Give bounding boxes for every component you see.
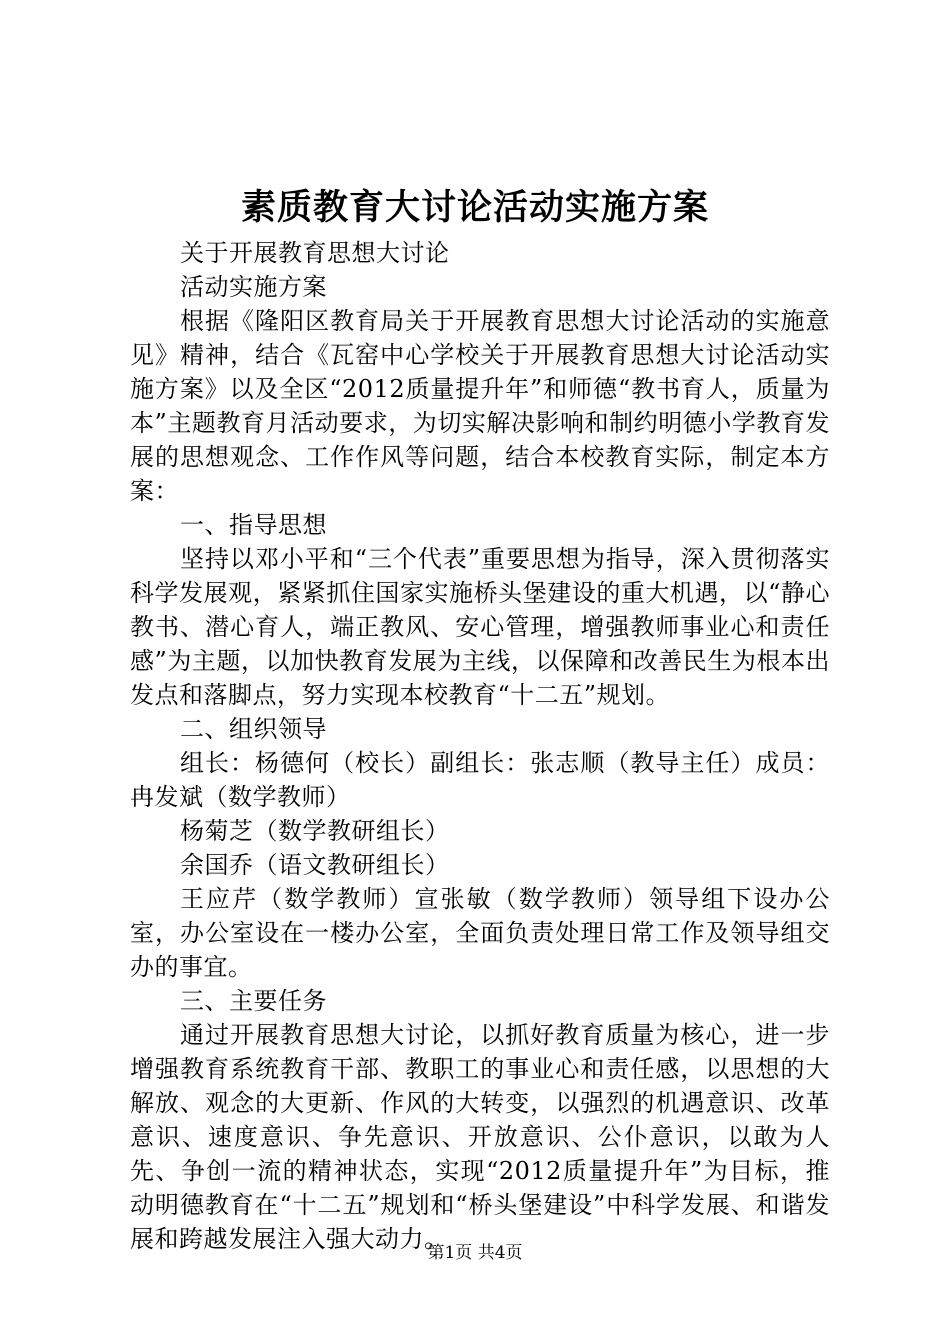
document-title: 素质教育大讨论活动实施方案 <box>240 187 709 228</box>
document-body <box>130 236 830 1256</box>
section-heading-guiding-thought: 一、指导思想 <box>180 511 327 539</box>
section-heading-organization: 二、组织领导 <box>180 715 327 743</box>
paragraph-leaders: 组长：杨德何（校长）副组长：张志顺（教导主任）成员：冉发斌（数学教师） <box>130 749 830 811</box>
paragraph-office: 王应芹（数学教师）宣张敏（数学教师）领导组下设办公室，办公室设在一楼办公室，全面负责处理日常工作及领导组交办的事宜。 <box>130 885 830 981</box>
paragraph-subtitle-2: 活动实施方案 <box>180 273 327 301</box>
paragraph-subtitle-1: 关于开展教育思想大讨论 <box>180 239 450 267</box>
paragraph-main-tasks: 通过开展教育思想大讨论，以抓好教育质量为核心，进一步增强教育系统教育干部、教职工的事业心和责任感，以思想的大解放、观念的大更新、作风的大转变，以强烈的机遇意识、改革意识、速度意识、争先意识、开放意识、公仆意识，以敢为人先、争创一流的精神状态，实现“2012质量提升年”为目标，推动明德教育在“十二五”规划和“桥头堡建设”中科学发展、和谐发展和跨越发展注入强大动力。 <box>130 1021 830 1253</box>
paragraph-member-2: 余国乔（语文教研组长） <box>180 851 450 879</box>
page-number-footer: 第1页 共4页 <box>427 1243 523 1263</box>
paragraph-guiding-thought: 坚持以邓小平和“三个代表”重要思想为指导，深入贯彻落实科学发展观，紧紧抓住国家实施桥头堡建设的重大机遇，以“静心教书、潜心育人，端正教风、安心管理，增强教师事业心和责任感”为主题，以加快教育发展为主线，以保障和改善民生为根本出发点和落脚点，努力实现本校教育“十二五”规划。 <box>130 545 830 709</box>
section-heading-main-tasks: 三、主要任务 <box>180 987 327 1015</box>
paragraph-intro: 根据《隆阳区教育局关于开展教育思想大讨论活动的实施意见》精神，结合《瓦窑中心学校关于开展教育思想大讨论活动实施方案》以及全区“2012质量提升年”和师德“教书育人，质量为本”主题教育月活动要求，为切实解决影响和制约明德小学教育发展的思想观念、工作作风等问题，结合本校教育实际，制定本方案： <box>130 307 830 505</box>
paragraph-member-1: 杨菊芝（数学教研组长） <box>180 817 450 845</box>
